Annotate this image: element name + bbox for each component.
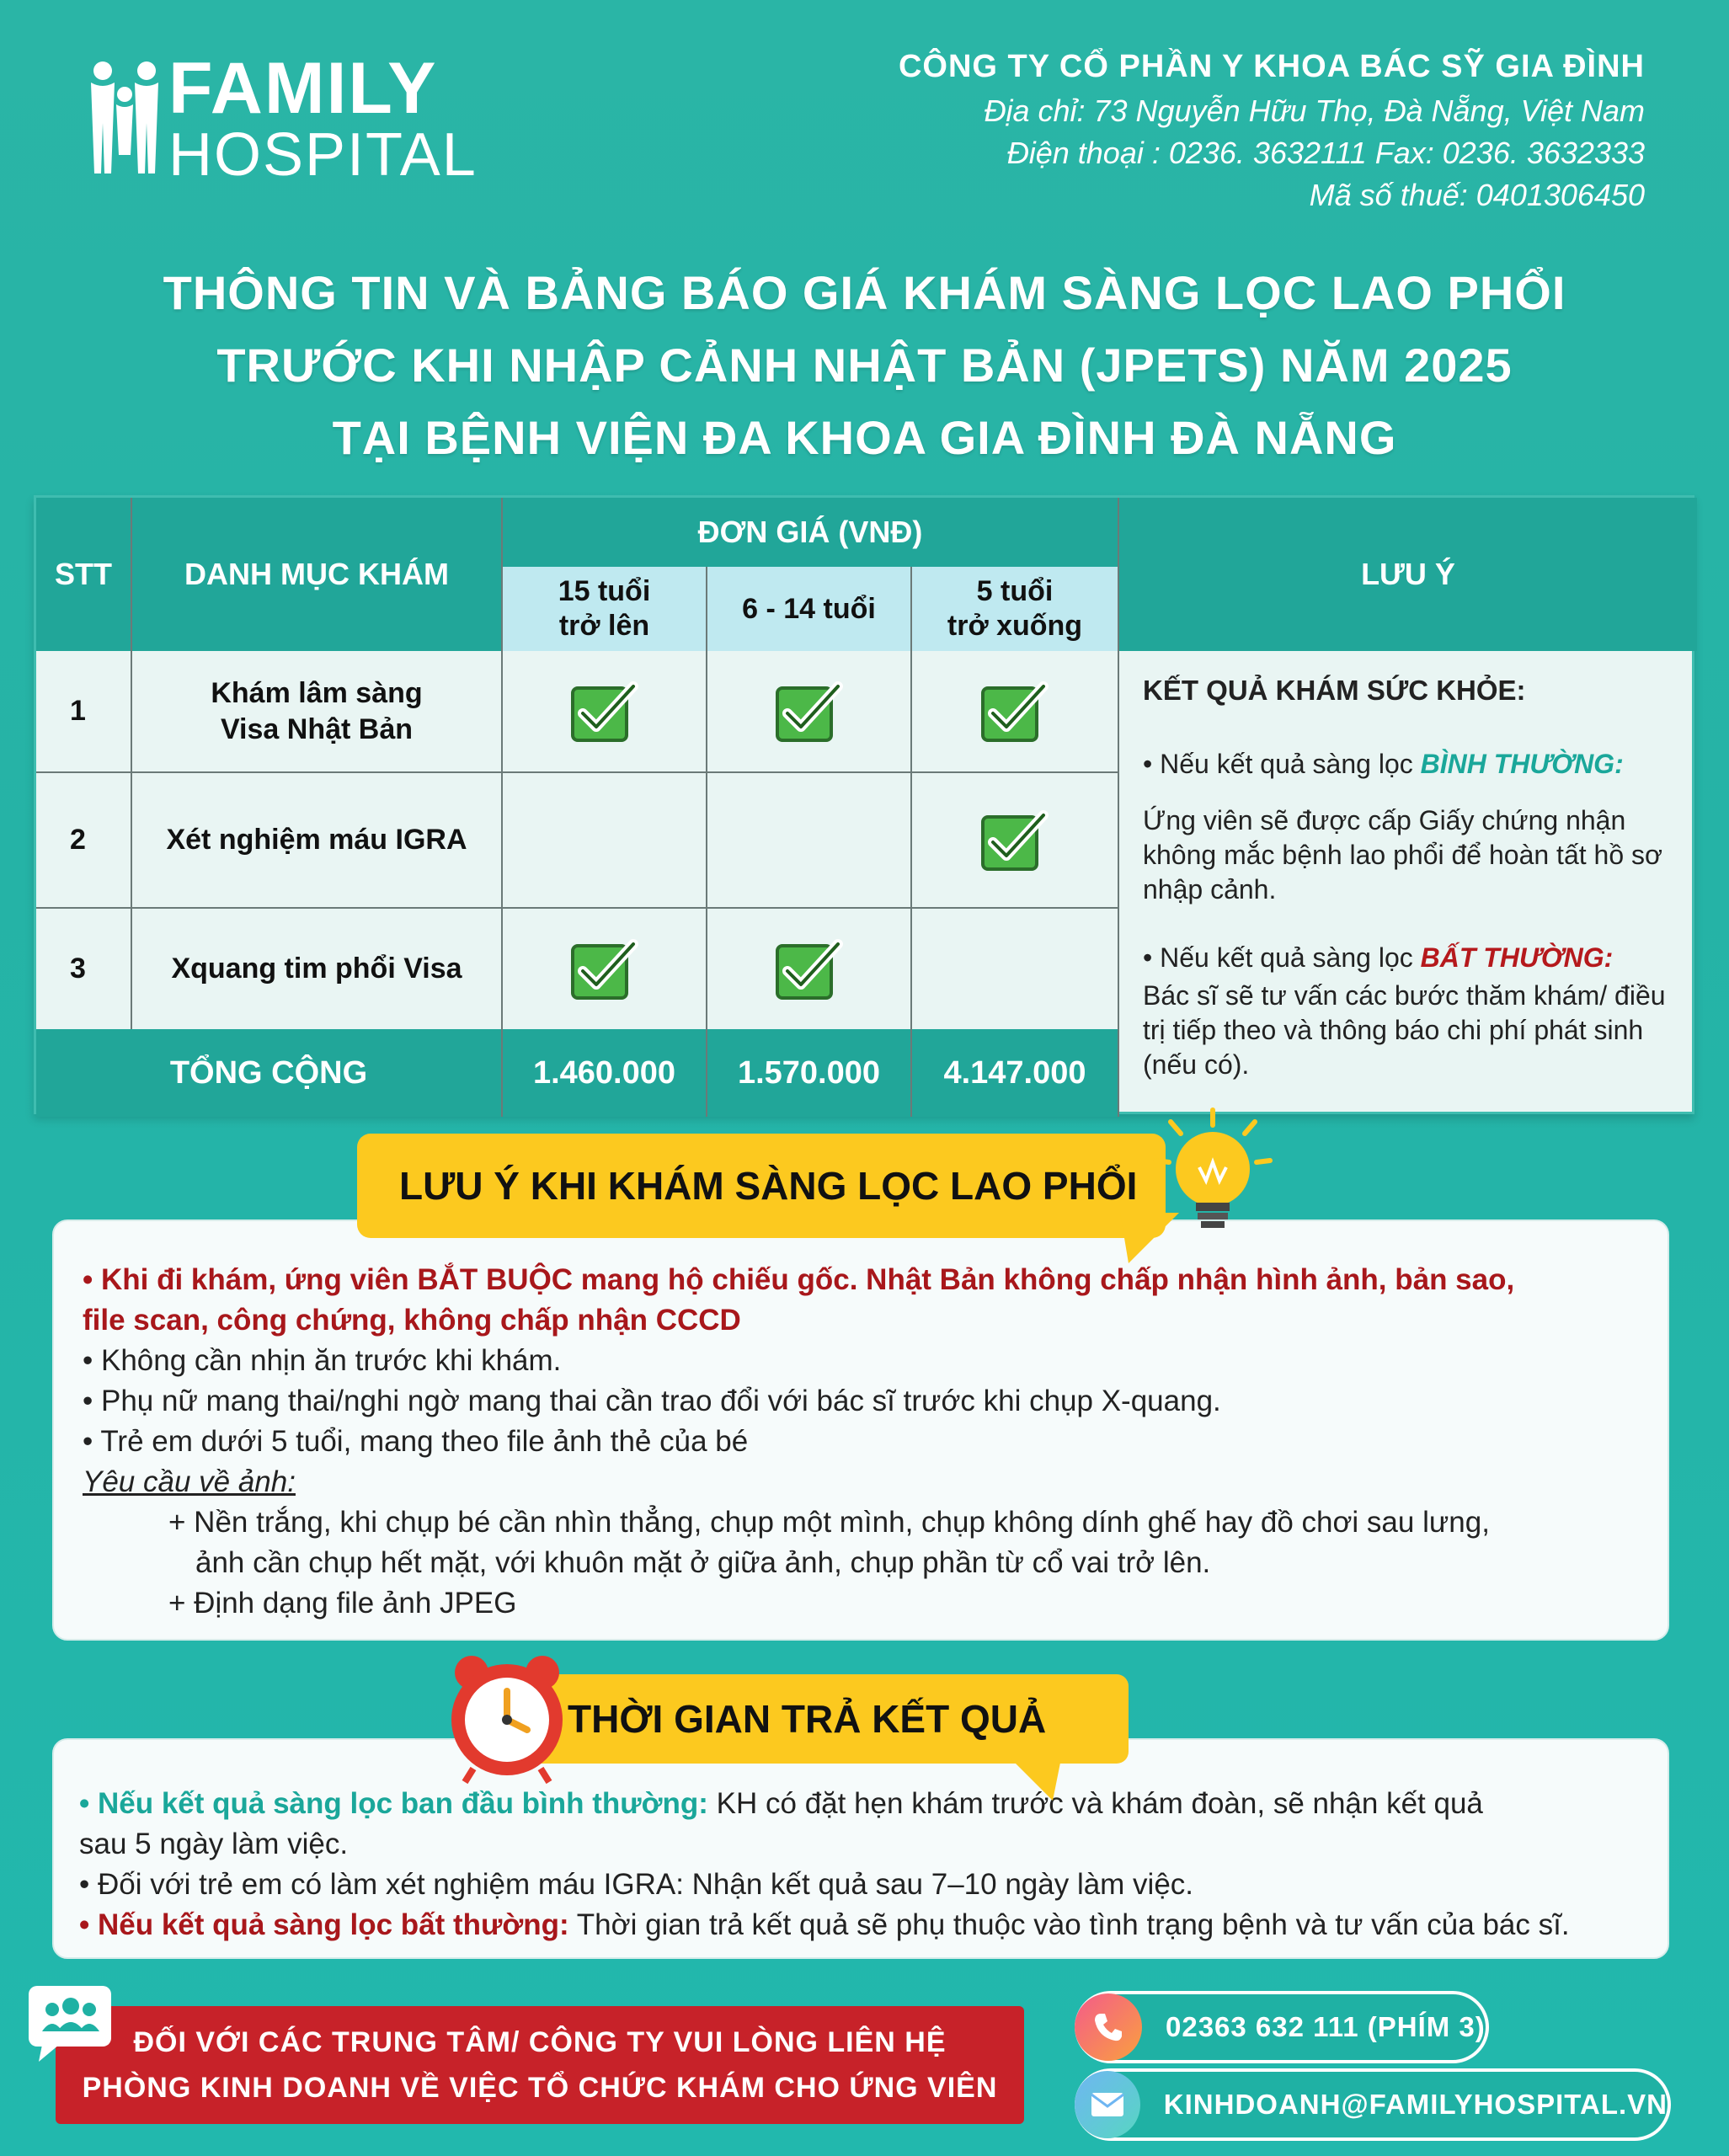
- header-note: LƯU Ý: [1119, 498, 1697, 651]
- note-heading: KẾT QUẢ KHÁM SỨC KHỎE:: [1143, 675, 1526, 706]
- screening-notes-box: [52, 1219, 1669, 1641]
- mail-icon: [1075, 2071, 1140, 2138]
- photo-req-1b: ảnh cần chụp hết mặt, với khuôn mặt ở giữa ảnh, chụp phần từ cổ vai trở lên.: [195, 1546, 1211, 1579]
- screening-notes-banner: [357, 1134, 1166, 1238]
- note-normal-text: Ứng viên sẽ được cấp Giấy chứng nhận không mắc bệnh lao phổi để hoàn tất hồ sơ nhập cảnh.: [1143, 805, 1662, 905]
- contact-line-2: PHÒNG KINH DOANH VỀ VIỆC TỔ CHỨC KHÁM CHO ỨNG VIÊN: [82, 2072, 998, 2104]
- row-check-cell: [912, 909, 1119, 1029]
- row-check-cell: [912, 651, 1119, 773]
- logo-hospital-text: HOSPITAL: [168, 121, 478, 189]
- row-check-cell: [503, 651, 707, 773]
- logo-family-text: FAMILY: [168, 48, 438, 129]
- phone-icon: [1075, 1993, 1142, 2061]
- age-6-14: 6 - 14 tuổi: [707, 567, 912, 651]
- row-stt: 3: [36, 909, 132, 1029]
- results-time-title: THỜI GIAN TRẢ KẾT QUẢ: [568, 1697, 1047, 1741]
- company-address: Địa chỉ: 73 Nguyễn Hữu Thọ, Đà Nẵng, Việt Nam: [984, 93, 1645, 128]
- row-stt: 1: [36, 651, 132, 773]
- passport-requirement-1: • Khi đi khám, ứng viên BẮT BUỘC mang hộ chiếu gốc. Nhật Bản không chấp nhận hình ảnh, bản sao,: [83, 1263, 1515, 1296]
- header-price: ĐƠN GIÁ (VNĐ): [503, 498, 1119, 567]
- total-6-14: 1.570.000: [707, 1029, 912, 1117]
- page-title: [0, 257, 1729, 474]
- results-normal: • Nếu kết quả sàng lọc ban đầu bình thường: KH có đặt hẹn khám trước và khám đoàn, sẽ nhận kết quả: [79, 1787, 1483, 1820]
- checkmark-icon: [569, 937, 640, 1001]
- results-abnormal: • Nếu kết quả sàng lọc bất thường: Thời gian trả kết quả sẽ phụ thuộc vào tình trạng bệnh và tư vấn của bác sĩ.: [79, 1908, 1570, 1941]
- age-5-under: 5 tuổi trở xuống: [912, 567, 1119, 651]
- checkmark-icon: [569, 680, 640, 744]
- contact-sales-box: [56, 2006, 1024, 2124]
- note-children: • Trẻ em dưới 5 tuổi, mang theo file ảnh thẻ của bé: [83, 1425, 749, 1458]
- passport-requirement-2: file scan, công chứng, không chấp nhận CCCD: [83, 1304, 741, 1337]
- group-chat-icon: [25, 1983, 115, 2063]
- result-note: [1119, 649, 1697, 1094]
- title-line-3: TẠI BỆNH VIỆN ĐA KHOA GIA ĐÌNH ĐÀ NẴNG: [332, 411, 1397, 464]
- alarm-clock-icon: [440, 1642, 574, 1785]
- checkmark-icon: [979, 680, 1050, 744]
- results-igra: • Đối với trẻ em có làm xét nghiệm máu IGRA: Nhận kết quả sau 7–10 ngày làm việc.: [79, 1868, 1194, 1901]
- row-check-cell: [707, 909, 912, 1029]
- note-normal-line: • Nếu kết quả sàng lọc BÌNH THƯỜNG:: [1143, 749, 1624, 780]
- row-check-cell: [912, 773, 1119, 909]
- header-item: DANH MỤC KHÁM: [132, 498, 503, 651]
- company-name: CÔNG TY CỔ PHẦN Y KHOA BÁC SỸ GIA ĐÌNH: [898, 49, 1645, 84]
- row-check-cell: [503, 909, 707, 1029]
- phone-number: 02363 632 111 (PHÍM 3): [1166, 2011, 1486, 2042]
- banner-tail-icon: [1011, 1758, 1061, 1801]
- row-check-cell: [707, 651, 912, 773]
- row-check-cell: [707, 773, 912, 909]
- phone-contact[interactable]: [1075, 1991, 1489, 2063]
- results-normal-cont: sau 5 ngày làm việc.: [79, 1828, 349, 1860]
- lightbulb-icon: [1145, 1103, 1280, 1238]
- title-line-2: TRƯỚC KHI NHẬP CẢNH NHẬT BẢN (JPETS) NĂM 2025: [216, 339, 1513, 392]
- header-stt: STT: [36, 498, 132, 651]
- price-table: [34, 495, 1694, 1114]
- contact-line-1: ĐỐI VỚI CÁC TRUNG TÂM/ CÔNG TY VUI LÒNG LIÊN HỆ: [133, 2026, 947, 2058]
- photo-req-1a: + Nền trắng, khi chụp bé cần nhìn thẳng, chụp một mình, chụp không dính ghế hay đồ chơi sau lưng,: [168, 1506, 1490, 1539]
- family-figures-icon: [84, 56, 165, 182]
- checkmark-icon: [774, 680, 845, 744]
- row-item-name: Xét nghiệm máu IGRA: [132, 773, 503, 909]
- company-phone: Điện thoại : 0236. 3632111 Fax: 0236. 3632333: [1006, 136, 1645, 170]
- screening-notes-title: LƯU Ý KHI KHÁM SÀNG LỌC LAO PHỔI: [399, 1164, 1138, 1208]
- row-check-cell: [503, 773, 707, 909]
- results-time-box: [52, 1738, 1669, 1959]
- total-label: TỔNG CỘNG: [36, 1029, 503, 1117]
- row-stt: 2: [36, 773, 132, 909]
- photo-requirements-label: Yêu cầu về ảnh:: [83, 1465, 296, 1498]
- note-fasting: • Không cần nhịn ăn trước khi khám.: [83, 1344, 562, 1377]
- photo-req-2: + Định dạng file ảnh JPEG: [168, 1587, 517, 1620]
- company-tax: Mã số thuế: 0401306450: [1309, 178, 1645, 212]
- note-abnormal-text: Bác sĩ sẽ tư vấn các bước thăm khám/ điều trị tiếp theo và thông báo chi phí phát sinh (nếu có).: [1143, 980, 1666, 1080]
- row-item-name: Xquang tim phổi Visa: [132, 909, 503, 1029]
- email-contact[interactable]: [1075, 2068, 1671, 2141]
- total-5-under: 4.147.000: [912, 1029, 1119, 1117]
- note-abnormal-line: • Nếu kết quả sàng lọc BẤT THƯỜNG:: [1143, 942, 1614, 974]
- total-15-plus: 1.460.000: [503, 1029, 707, 1117]
- checkmark-icon: [774, 937, 845, 1001]
- note-pregnancy: • Phụ nữ mang thai/nghi ngờ mang thai cần trao đổi với bác sĩ trước khi chụp X-quang.: [83, 1385, 1221, 1417]
- company-info: [899, 49, 1645, 220]
- results-time-banner: [497, 1674, 1129, 1764]
- hospital-logo: [84, 48, 478, 195]
- email-address: KINHDOANH@FAMILYHOSPITAL.VN: [1163, 2089, 1668, 2120]
- age-15-plus: 15 tuổi trở lên: [503, 567, 707, 651]
- row-item-name: Khám lâm sàng Visa Nhật Bản: [132, 651, 503, 773]
- checkmark-icon: [979, 808, 1050, 873]
- title-line-1: THÔNG TIN VÀ BẢNG BÁO GIÁ KHÁM SÀNG LỌC LAO PHỔI: [163, 266, 1566, 319]
